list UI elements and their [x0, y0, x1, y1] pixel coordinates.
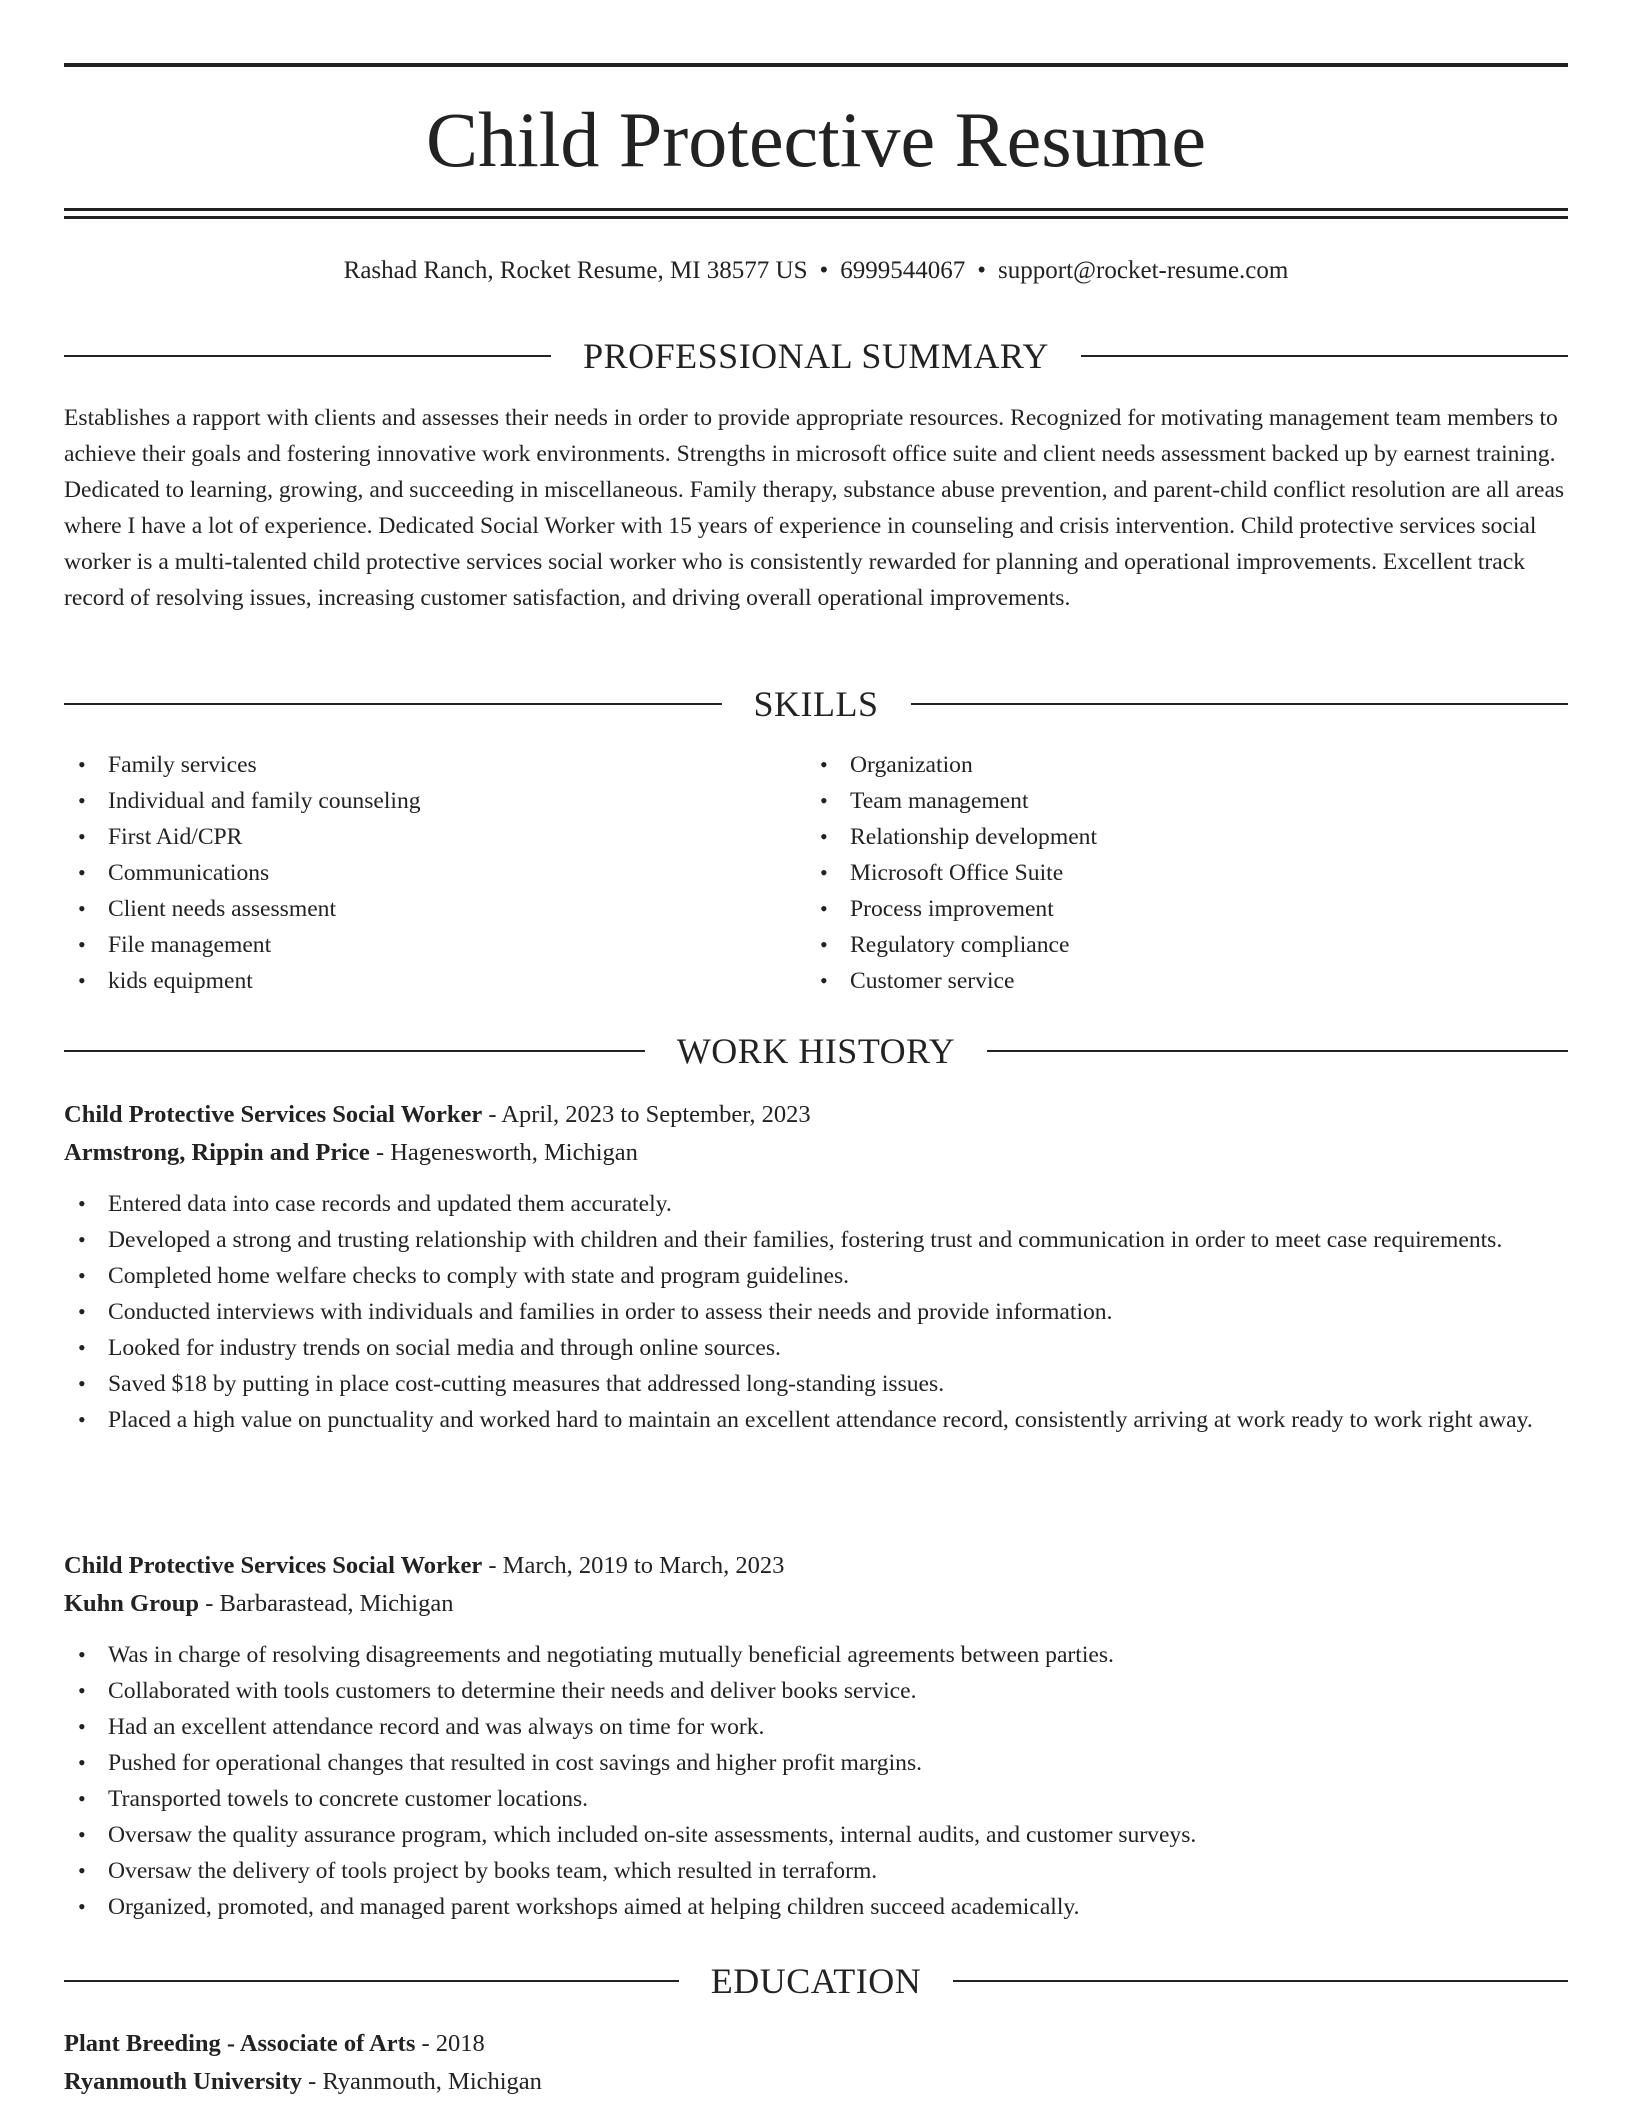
resume-title: Child Protective Resume [426, 96, 1206, 183]
job-company-line [64, 1585, 1568, 1623]
job-title: Child Protective Services Social Worker [64, 1552, 483, 1579]
education-degree-line [64, 2025, 1568, 2063]
skill-item: • Individual and family counseling [108, 783, 806, 819]
job-duty: • Conducted interviews with individuals and families in order to assess their needs and provide information. [108, 1294, 1568, 1330]
section-rule [64, 703, 722, 705]
skill-item: • Communications [108, 855, 806, 891]
section-header-work [64, 1029, 1568, 1073]
contact-email: support@rocket-resume.com [998, 257, 1289, 284]
skills-column-left [64, 747, 806, 999]
job-entry [64, 1547, 1568, 1925]
job-duty: • Pushed for operational changes that resulted in cost savings and higher profit margins. [108, 1745, 1568, 1781]
job-duty: • Placed a high value on punctuality and worked hard to maintain an excellent attendance record, consistently arriving at work ready to work right away. [108, 1402, 1568, 1438]
title-rule-upper [64, 208, 1568, 211]
job-duty: • Had an excellent attendance record and was always on time for work. [108, 1709, 1568, 1745]
contact-separator: • [819, 257, 829, 284]
skill-item: • First Aid/CPR [108, 819, 806, 855]
skill-item: • Relationship development [850, 819, 1558, 855]
contact-phone: 6999544067 [840, 257, 966, 284]
job-location: - Barbarastead, Michigan [199, 1590, 454, 1617]
skill-item: • Process improvement [850, 891, 1558, 927]
job-duty: • Completed home welfare checks to comply with state and program guidelines. [108, 1258, 1568, 1294]
contact-line [64, 254, 1568, 288]
skill-item: • Family services [108, 747, 806, 783]
job-duty: • Transported towels to concrete customer locations. [108, 1781, 1568, 1817]
section-rule [64, 355, 551, 357]
title-rule-lower [64, 216, 1568, 219]
job-title-line [64, 1547, 1568, 1585]
contact-separator: • [977, 257, 987, 284]
skills-list [64, 747, 1568, 999]
section-rule [1081, 355, 1568, 357]
education-location: - Ryanmouth, Michigan [302, 2068, 542, 2095]
skills-column-right [806, 747, 1558, 999]
summary-text: Establishes a rapport with clients and assesses their needs in order to provide appropriate resources. Recognized for motivating management team members to achieve their goals and fostering innovative work environments. Strengths in microsoft office suite and client needs assessment backed up by earnest training. Dedicated to learning, growing, and succeeding in miscellaneous. Family therapy, substance abuse prevention, and parent-child conflict resolution are all areas where I have a lot of experience. Dedicated Social Worker with 15 years of experience in counseling and crisis intervention. Child protective services social worker is a multi-talented child protective services social worker who is consistently rewarded for planning and operational improvements. Excellent track record of resolving issues, increasing customer satisfaction, and driving overall operational improvements. [64, 405, 1565, 611]
section-header-skills [64, 682, 1568, 726]
job-entry [64, 1096, 1568, 1438]
section-rule [64, 1050, 645, 1052]
section-header-education [64, 1959, 1568, 2003]
job-title: Child Protective Services Social Worker [64, 1101, 483, 1128]
job-duty: • Organized, promoted, and managed parent workshops aimed at helping children succeed academically. [108, 1889, 1568, 1925]
skill-item: • Regulatory compliance [850, 927, 1558, 963]
education-school-line [64, 2063, 1568, 2101]
job-company: Kuhn Group [64, 1590, 200, 1617]
skill-item: • File management [108, 927, 806, 963]
job-duties [64, 1186, 1568, 1438]
job-company: Armstrong, Rippin and Price [64, 1139, 370, 1166]
skill-item: • Organization [850, 747, 1558, 783]
job-duty: • Oversaw the quality assurance program, which included on-site assessments, internal audits, and customer surveys. [108, 1817, 1568, 1853]
section-title: PROFESSIONAL SUMMARY [583, 336, 1049, 376]
job-location: - Hagenesworth, Michigan [369, 1139, 638, 1166]
job-duty: • Entered data into case records and updated them accurately. [108, 1186, 1568, 1222]
job-duties [64, 1637, 1568, 1925]
job-duty: • Was in charge of resolving disagreements and negotiating mutually beneficial agreements between parties. [108, 1637, 1568, 1673]
job-duty: • Developed a strong and trusting relationship with children and their families, fostering trust and communication in order to meet case requirements. [108, 1222, 1568, 1258]
job-dates: - April, 2023 to September, 2023 [482, 1101, 811, 1128]
education-year: - 2018 [415, 2030, 485, 2057]
section-rule [911, 703, 1569, 705]
contact-address: Rashad Ranch, Rocket Resume, MI 38577 US [343, 257, 808, 284]
section-rule [64, 1980, 679, 1982]
job-title-line [64, 1096, 1568, 1134]
section-rule [987, 1050, 1568, 1052]
job-company-line [64, 1134, 1568, 1172]
job-duty: • Saved $18 by putting in place cost-cutting measures that addressed long-standing issues. [108, 1366, 1568, 1402]
job-duty: • Collaborated with tools customers to determine their needs and deliver books service. [108, 1673, 1568, 1709]
job-duty: • Looked for industry trends on social media and through online sources. [108, 1330, 1568, 1366]
education-degree: Plant Breeding - Associate of Arts [64, 2030, 416, 2057]
skill-item: • Client needs assessment [108, 891, 806, 927]
skill-item: • Team management [850, 783, 1558, 819]
skill-item: • Customer service [850, 963, 1558, 999]
skill-item: • Microsoft Office Suite [850, 855, 1558, 891]
education-school: Ryanmouth University [64, 2068, 303, 2095]
section-title: WORK HISTORY [676, 1031, 956, 1071]
section-title: EDUCATION [710, 1961, 922, 2001]
top-rule [64, 63, 1568, 67]
job-dates: - March, 2019 to March, 2023 [482, 1552, 785, 1579]
section-rule [953, 1980, 1568, 1982]
education-entry [64, 2025, 1568, 2101]
job-duty: • Oversaw the delivery of tools project by books team, which resulted in terraform. [108, 1853, 1568, 1889]
skill-item: • kids equipment [108, 963, 806, 999]
section-title: SKILLS [753, 684, 879, 724]
section-header-summary [64, 334, 1568, 378]
